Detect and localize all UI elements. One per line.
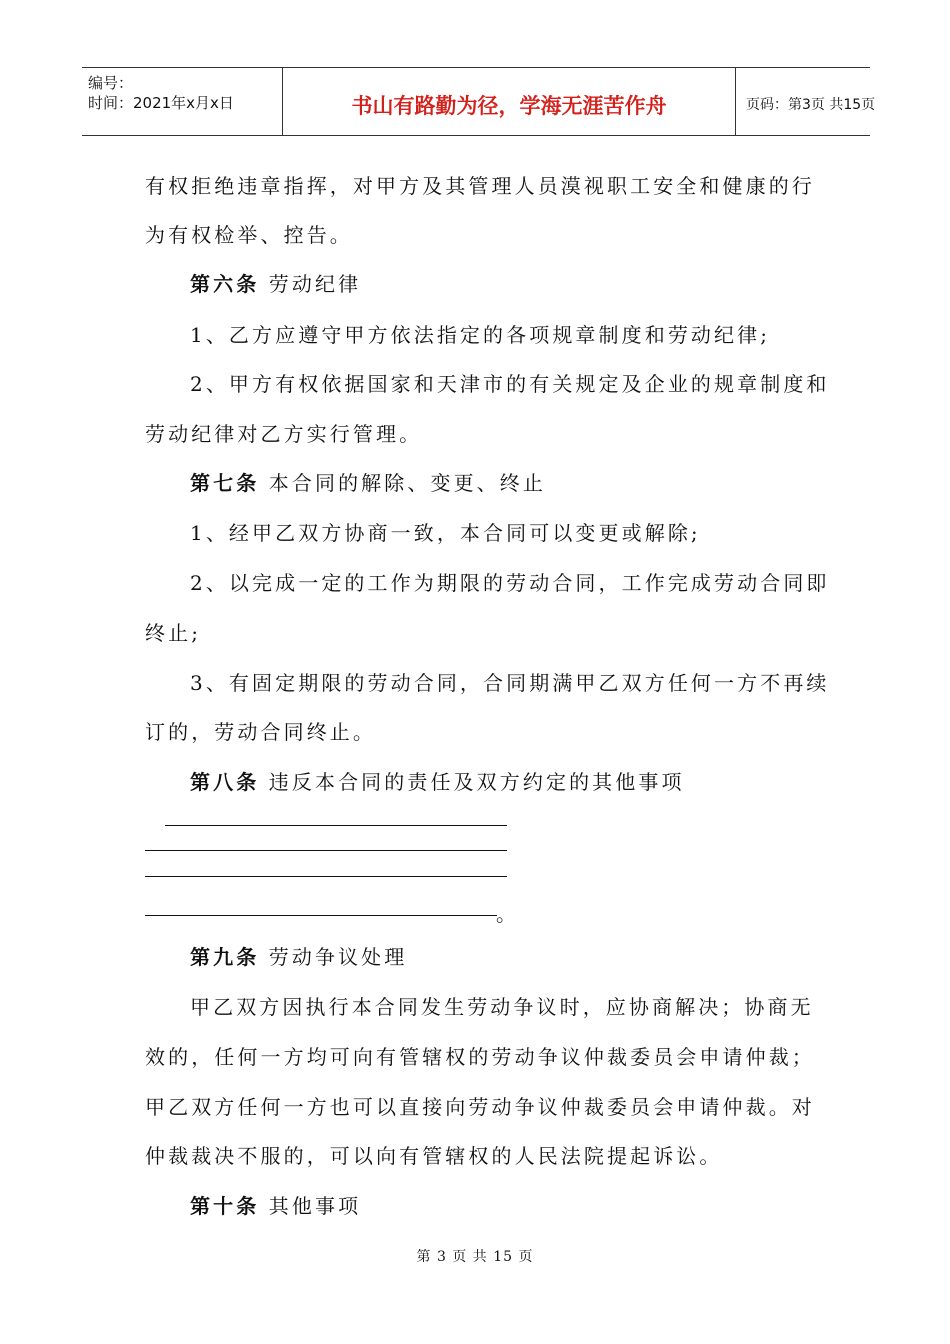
paragraph-line: 甲乙双方因执行本合同发生劳动争议时，应协商解决；协商无 [190, 995, 814, 1019]
article-8-heading [190, 769, 685, 795]
paragraph-line: 甲乙双方任何一方也可以直接向劳动争议仲裁委员会申请仲裁。对 [145, 1095, 815, 1119]
header-motto-cell [282, 68, 736, 135]
article-9-number: 第九条 [190, 945, 260, 969]
paragraph-line: 3、有固定期限的劳动合同，合同期满甲乙双方任何一方不再续 [190, 671, 830, 695]
paragraph-line: 终止; [145, 621, 202, 645]
article-8-title: 违反本合同的责任及双方约定的其他事项 [268, 770, 685, 794]
paragraph-line: 为有权检举、控告。 [145, 223, 353, 247]
document-header [82, 67, 876, 136]
article-7-heading [190, 470, 546, 496]
paragraph-line: 订的，劳动合同终止。 [145, 720, 376, 744]
paragraph-line: 有权拒绝违章指挥，对甲方及其管理人员漠视职工安全和健康的行 [145, 174, 815, 198]
article-9-title: 劳动争议处理 [268, 945, 408, 969]
header-info-cell [82, 68, 282, 135]
article-10-title: 其他事项 [268, 1194, 362, 1218]
article-6-number: 第六条 [190, 272, 260, 296]
article-8-number: 第八条 [190, 770, 260, 794]
paragraph-line: 1、经甲乙双方协商一致，本合同可以变更或解除; [190, 521, 701, 545]
fill-in-blank-line [165, 825, 507, 826]
page-footer: 第 3 页 共 15 页 [416, 1249, 534, 1265]
date-label: 时间：2021年x月x日 [88, 94, 234, 112]
article-6-title: 劳动纪律 [268, 272, 362, 296]
header-page-cell [736, 68, 876, 135]
paragraph-line: 2、甲方有权依据国家和天津市的有关规定及企业的规章制度和 [190, 372, 830, 396]
article-6-heading [190, 271, 361, 297]
article-9-heading [190, 944, 407, 970]
article-10-number: 第十条 [190, 1194, 260, 1218]
number-label: 编号： [88, 74, 134, 92]
paragraph-line: 2、以完成一定的工作为期限的劳动合同，工作完成劳动合同即 [190, 571, 830, 595]
article-7-title: 本合同的解除、变更、终止 [268, 471, 546, 495]
paragraph-line: 仲裁裁决不服的，可以向有管辖权的人民法院提起诉讼。 [145, 1144, 723, 1168]
fill-in-blank-line [145, 915, 497, 916]
article-10-heading [190, 1193, 361, 1219]
article-7-number: 第七条 [190, 471, 260, 495]
fill-in-blank-line [145, 876, 507, 877]
paragraph-line: 1、乙方应遵守甲方依法指定的各项规章制度和劳动纪律; [190, 323, 771, 347]
blank-end-period: 。 [496, 902, 516, 926]
page-code: 页码：第3页 共15页 [746, 97, 876, 113]
motto: 书山有路勤为径，学海无涯苦作舟 [351, 94, 667, 118]
paragraph-line: 效的，任何一方均可向有管辖权的劳动争议仲裁委员会申请仲裁； [145, 1045, 815, 1069]
paragraph-line: 劳动纪律对乙方实行管理。 [145, 422, 423, 446]
fill-in-blank-line [145, 850, 507, 851]
